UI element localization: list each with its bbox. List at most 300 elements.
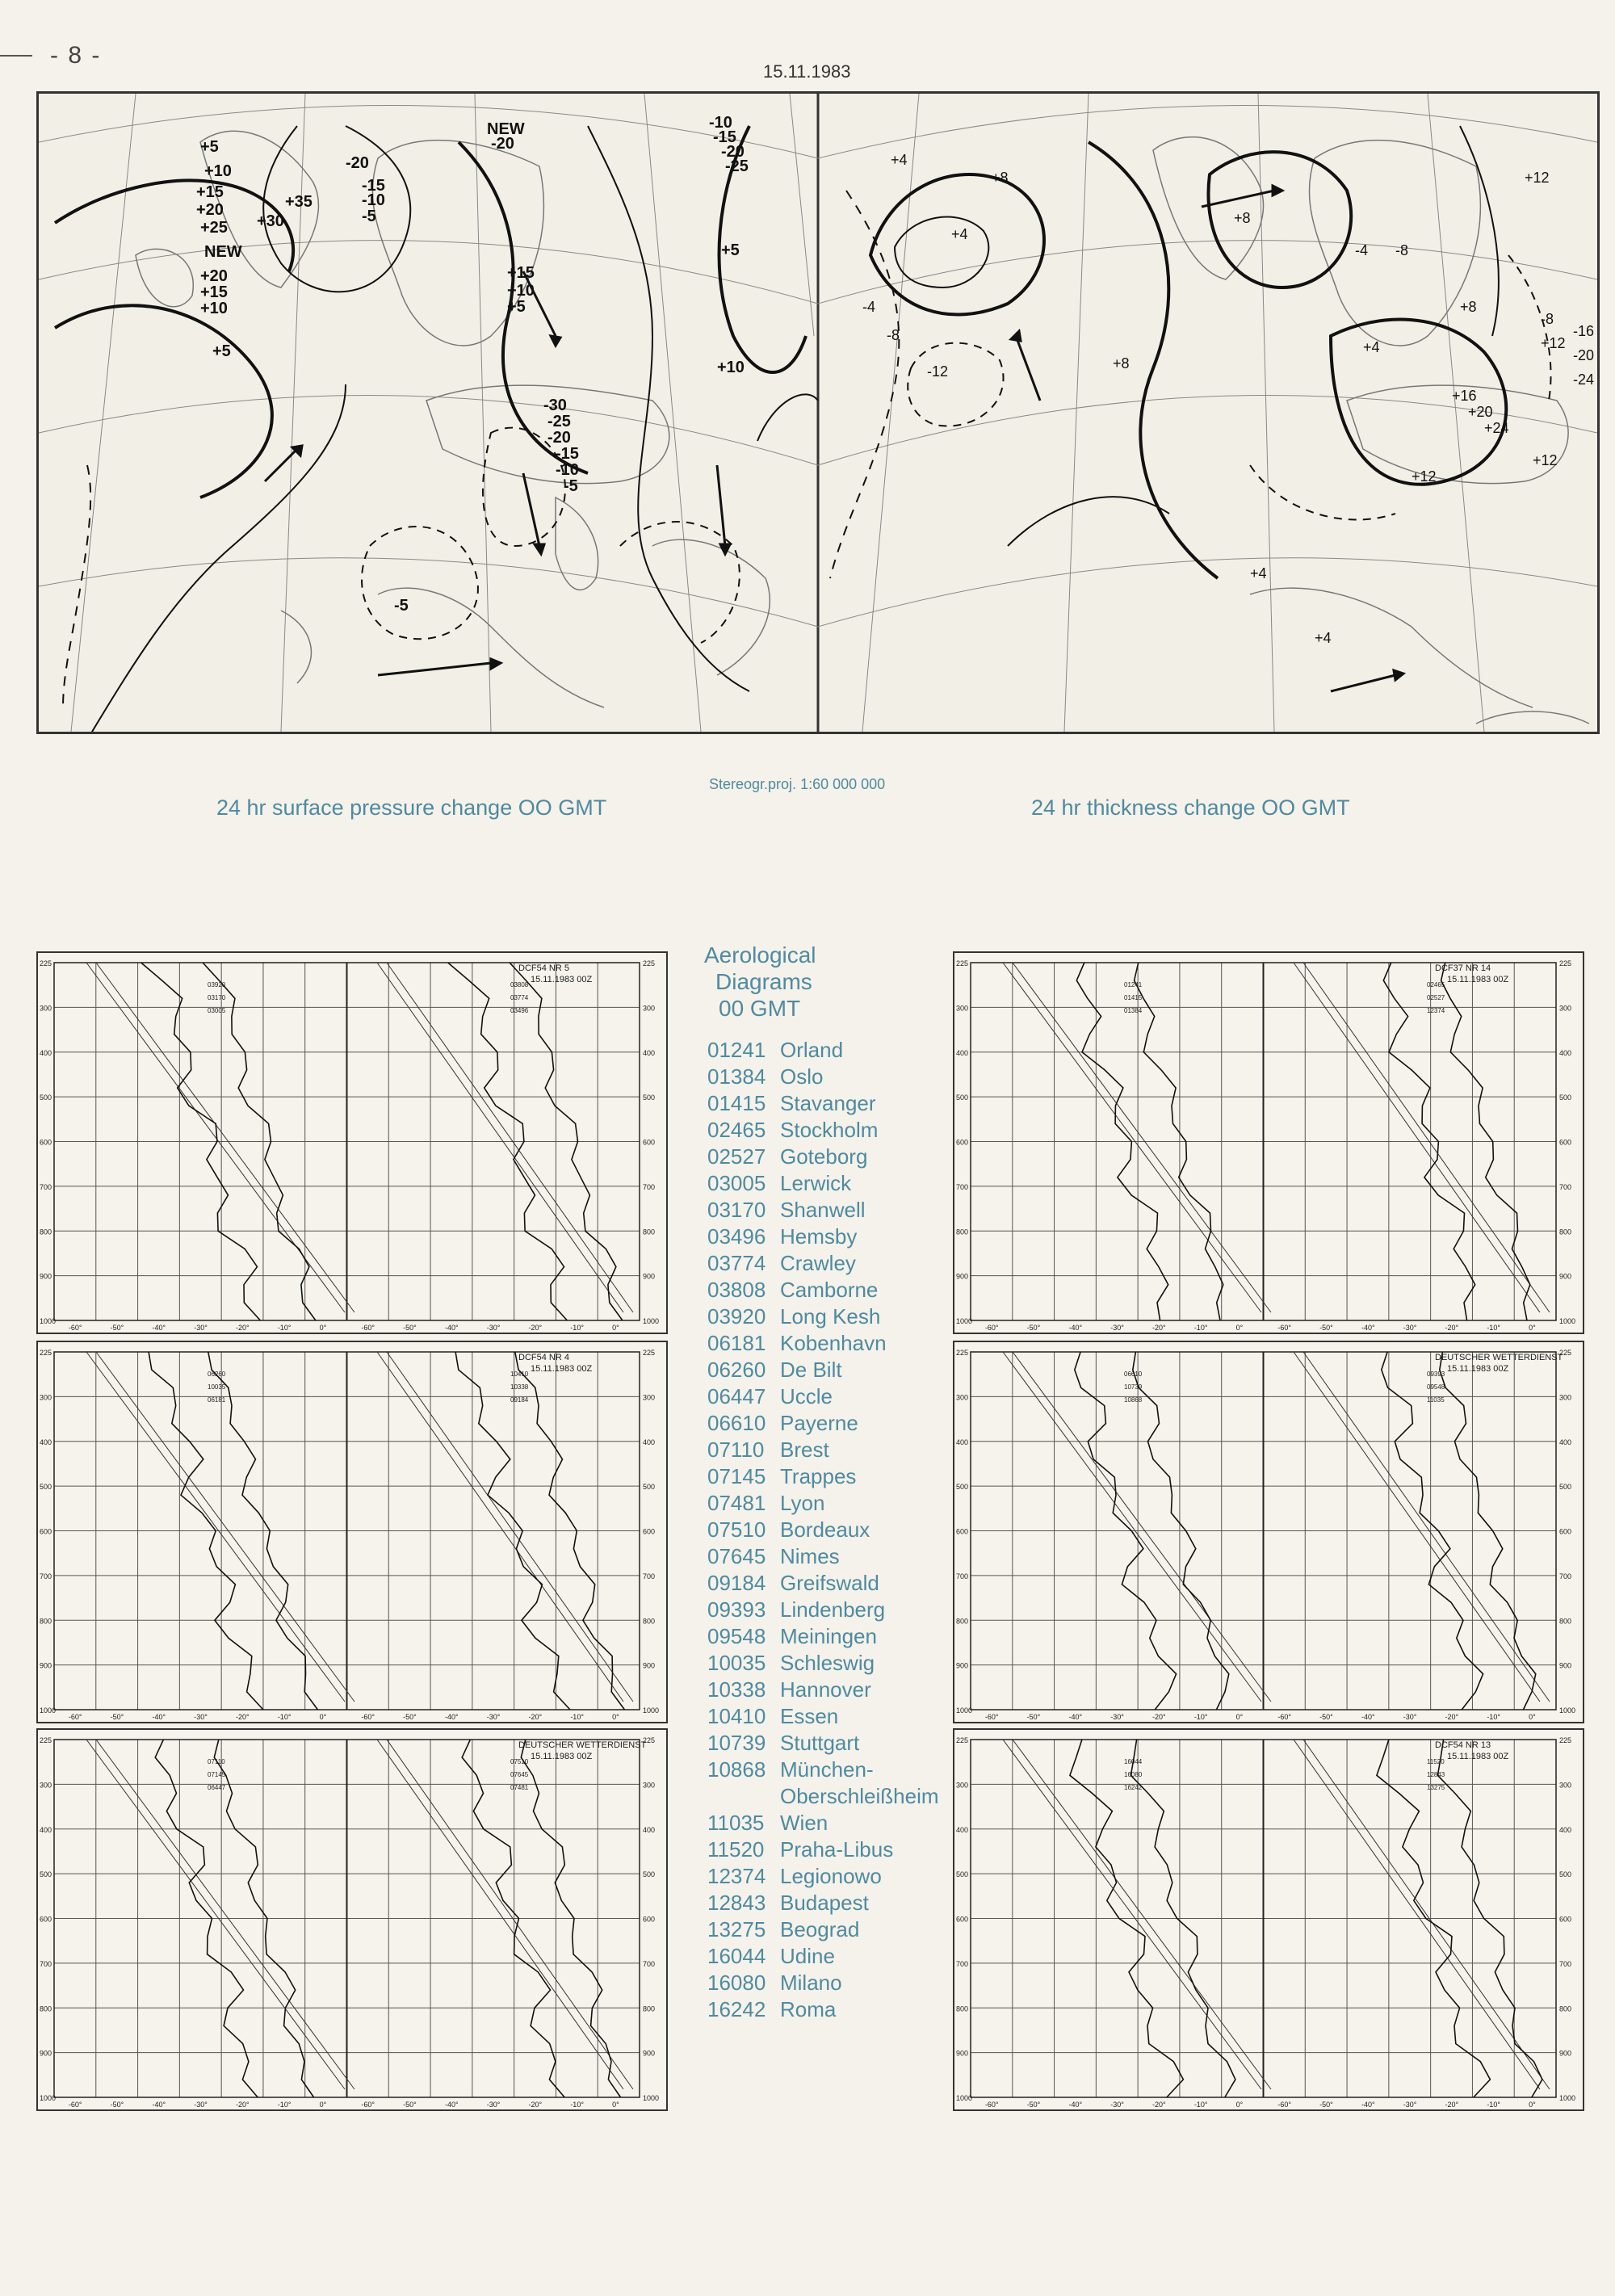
station-row (707, 1358, 950, 1384)
station-name: Wien (780, 1811, 828, 1835)
pressure-tick-label: 300 (1559, 1004, 1572, 1013)
pressure-tick-label: 400 (643, 1825, 656, 1834)
thickness-change-label: +20 (1468, 404, 1493, 420)
pressure-change-label: -30 (543, 397, 567, 414)
station-name: Lindenberg (780, 1597, 886, 1622)
station-row (707, 1891, 950, 1917)
pressure-tick-label: 800 (1559, 2004, 1572, 2013)
pressure-tick-label: 600 (40, 1915, 52, 1924)
pressure-tick-label: 700 (956, 1182, 969, 1191)
station-row (707, 1171, 950, 1198)
pressure-change-label: +15 (196, 183, 224, 201)
pressure-tick-label: 900 (643, 1661, 656, 1670)
pressure-tick-label: 800 (40, 2004, 52, 2013)
pressure-change-label: +30 (257, 212, 284, 230)
pressure-change-label: +15 (507, 264, 535, 282)
diagram-station-id: 07645 (510, 1771, 529, 1778)
station-row (707, 1064, 950, 1091)
pressure-tick-label: 900 (40, 1272, 52, 1281)
station-id: 03920 (707, 1304, 766, 1328)
pressure-change-label: +10 (717, 359, 745, 376)
station-name: Beograd (780, 1917, 860, 1941)
pressure-change-label: -10 (362, 191, 385, 209)
station-row (707, 1251, 950, 1278)
pressure-change-label: -25 (725, 157, 749, 175)
dry-adiabats (86, 963, 633, 1312)
station-row (707, 1304, 950, 1331)
left-map-isallobars (55, 126, 818, 732)
pressure-tick-label: 300 (643, 1393, 656, 1402)
temperature-tick-label: -10° (1487, 1713, 1500, 1721)
aerological-diagram-6 (953, 1728, 1584, 2111)
pressure-tick-label: 800 (956, 2004, 969, 2013)
diagram-station-id: 06610 (1124, 1370, 1143, 1378)
station-row (707, 1038, 950, 1064)
pressure-tick-label: 600 (1559, 1527, 1572, 1536)
pressure-tick-label: 300 (643, 1781, 656, 1790)
pressure-tick-label: 800 (1559, 1228, 1572, 1236)
thickness-change-label: +8 (1234, 210, 1251, 226)
pressure-change-label: -15 (713, 128, 736, 146)
diagram-station-id: 10739 (1124, 1383, 1143, 1391)
adiabat-line (86, 963, 345, 1312)
left-map-arrows (265, 271, 730, 675)
pressure-tick-label: 900 (1559, 1272, 1572, 1281)
thickness-change-label: -8 (1395, 242, 1409, 258)
pressure-tick-label: 500 (643, 1870, 656, 1879)
diagram-date: 15.11.1983 00Z (1447, 975, 1509, 984)
station-row (707, 1944, 950, 1971)
temperature-tick-label: 0° (612, 2101, 619, 2109)
temperature-tick-label: -50° (403, 1324, 417, 1332)
adiabat-line (96, 1352, 354, 1702)
temperature-tick-label: 0° (612, 1713, 619, 1721)
diagram-station-id: 09393 (1427, 1370, 1445, 1378)
dry-adiabats (1003, 1740, 1550, 2089)
station-id: 02465 (707, 1118, 766, 1142)
temperature-tick-label: -20° (1445, 1324, 1459, 1332)
station-name: Payerne (780, 1411, 858, 1435)
thickness-change-label: +12 (1533, 452, 1558, 468)
station-row (707, 1731, 950, 1757)
pressure-tick-label: 500 (643, 1483, 656, 1492)
pressure-tick-label: 500 (956, 1093, 969, 1102)
temperature-tick-label: -20° (236, 2101, 250, 2109)
temperature-tick-label: -30° (1110, 2101, 1124, 2109)
pressure-change-label: +20 (200, 267, 228, 285)
temperature-tick-label: -10° (277, 1713, 292, 1721)
temperature-tick-label: -60° (361, 2101, 375, 2109)
station-id: 06181 (707, 1331, 766, 1355)
pressure-change-label: -10 (709, 114, 732, 132)
thickness-change-label: -4 (862, 299, 876, 315)
pressure-tick-label: 700 (643, 1572, 656, 1580)
page-number: - 8 - (50, 42, 102, 69)
adiabat-line (86, 1352, 345, 1702)
adiabat-line (1303, 1740, 1550, 2089)
station-id: 07645 (707, 1544, 766, 1568)
pressure-tick-label: 225 (1559, 1736, 1572, 1744)
aerological-diagram-4 (953, 951, 1584, 1334)
station-name: Hemsby (780, 1224, 858, 1249)
station-id: 09393 (707, 1597, 766, 1622)
pressure-tick-label: 300 (40, 1781, 52, 1790)
thickness-change-label: +4 (1315, 630, 1332, 646)
diagram-date: 15.11.1983 00Z (531, 1752, 593, 1761)
adiabat-line (1003, 963, 1261, 1312)
aerological-diagram-2 (36, 1341, 668, 1723)
temperature-tick-label: 0° (319, 1324, 327, 1332)
station-id: 10338 (707, 1677, 766, 1702)
station-name: München- (780, 1757, 874, 1782)
station-name: Stavanger (780, 1091, 876, 1115)
weather-maps (39, 94, 1597, 732)
thickness-change-label: +12 (1412, 468, 1437, 485)
pressure-tick-label: 700 (643, 1182, 656, 1191)
diagram-station-id: 10338 (510, 1383, 529, 1391)
diagram-station-id: 07145 (208, 1771, 226, 1778)
temperature-tick-label: -10° (1193, 1324, 1208, 1332)
pressure-change-label: +5 (212, 342, 231, 360)
temperature-tick-label: -60° (68, 1324, 82, 1332)
temperature-tick-label: -40° (152, 1713, 166, 1721)
pressure-tick-label: 225 (643, 959, 656, 968)
station-name: Camborne (780, 1278, 879, 1302)
diagram-station-id: 11035 (1427, 1396, 1445, 1404)
temperature-tick-label: -10° (570, 1324, 584, 1332)
pressure-tick-label: 700 (40, 1182, 52, 1191)
pressure-change-label: -15 (556, 445, 579, 463)
station-name: Praha-Libus (780, 1837, 894, 1862)
pressure-tick-label: 225 (956, 1349, 969, 1357)
pressure-tick-label: 300 (1559, 1393, 1572, 1402)
pressure-change-label: -25 (547, 413, 571, 430)
station-row (707, 1198, 950, 1224)
adiabat-line (96, 963, 354, 1312)
pressure-tick-label: 225 (40, 1349, 52, 1357)
pressure-change-label: +10 (204, 162, 232, 180)
temperature-tick-label: -40° (1068, 2101, 1083, 2109)
station-name: Roma (780, 1997, 837, 2021)
pressure-tick-label: 300 (40, 1393, 52, 1402)
pressure-change-label: +10 (200, 300, 228, 317)
thickness-change-label: +24 (1484, 420, 1509, 436)
temperature-tick-label: -20° (528, 1324, 543, 1332)
adiabat-line (1294, 963, 1540, 1312)
pressure-change-label: NEW (487, 120, 525, 138)
station-name: Hannover (780, 1677, 871, 1702)
adiabat-line (1294, 1740, 1540, 2089)
temperature-tick-label: -10° (1487, 2101, 1500, 2109)
dry-adiabats (86, 1352, 633, 1702)
temperature-tick-label: -10° (1193, 1713, 1208, 1721)
pressure-tick-label: 800 (1559, 1617, 1572, 1626)
pressure-tick-label: 600 (956, 1915, 969, 1924)
thickness-change-label: +4 (1250, 565, 1267, 581)
temperature-tick-label: -60° (984, 1713, 999, 1721)
thickness-change-label: +8 (1460, 299, 1477, 315)
pressure-tick-label: 400 (956, 1438, 969, 1446)
station-row (707, 1438, 950, 1464)
station-row (707, 1118, 950, 1144)
station-id: 06260 (707, 1358, 766, 1382)
thickness-change-label: -8 (1541, 311, 1554, 327)
pressure-tick-label: 300 (956, 1004, 969, 1013)
pressure-change-label: +35 (285, 193, 313, 211)
pressure-tick-label: 700 (40, 1572, 52, 1580)
station-name: Meiningen (780, 1624, 877, 1648)
pressure-tick-label: 1000 (956, 1706, 973, 1715)
thickness-change-label: -16 (1573, 323, 1595, 339)
pressure-tick-label: 500 (40, 1483, 52, 1492)
station-row (707, 1331, 950, 1358)
diagram-station-id: 09548 (1427, 1383, 1445, 1391)
pressure-tick-label: 900 (40, 2049, 52, 2058)
thickness-change-label: -12 (927, 363, 949, 380)
temperature-tick-label: -60° (984, 2101, 999, 2109)
temperature-tick-label: -50° (1026, 1713, 1041, 1721)
pressure-tick-label: 600 (643, 1138, 656, 1147)
pressure-tick-label: 700 (956, 1959, 969, 1968)
diagram-date: 15.11.1983 00Z (1447, 1364, 1509, 1374)
top-rule (0, 55, 32, 57)
temperature-tick-label: -20° (1152, 1324, 1166, 1332)
temperature-tick-label: 0° (1529, 1713, 1536, 1721)
temperature-tick-label: -30° (194, 1324, 208, 1332)
pressure-tick-label: 600 (40, 1527, 52, 1536)
pressure-tick-label: 225 (40, 959, 52, 968)
station-row (707, 1837, 950, 1864)
diagram-station-id: 06447 (208, 1784, 226, 1791)
aerological-title-line-2: Diagrams (715, 969, 812, 994)
pressure-tick-label: 900 (40, 1661, 52, 1670)
temperature-tick-label: -40° (1068, 1324, 1083, 1332)
pressure-tick-label: 300 (1559, 1781, 1572, 1790)
diagram-station-id: 11520 (1427, 1758, 1445, 1765)
pressure-tick-label: 900 (643, 2049, 656, 2058)
temperature-tick-label: -40° (444, 1324, 459, 1332)
adiabat-line (387, 1352, 633, 1702)
pressure-change-label: -5 (394, 597, 409, 615)
pressure-tick-label: 700 (40, 1959, 52, 1968)
pressure-tick-label: 1000 (643, 2094, 660, 2102)
station-id: 01241 (707, 1038, 766, 1062)
pressure-tick-label: 300 (643, 1004, 656, 1013)
diagram-header: DEUTSCHER WETTERDIENST (1435, 1353, 1563, 1362)
diagram-station-id: 03774 (510, 994, 529, 1001)
pressure-tick-label: 400 (956, 1825, 969, 1834)
temperature-tick-label: -30° (1110, 1713, 1124, 1721)
temperature-tick-label: -50° (110, 1713, 124, 1721)
diagram-station-id: 16080 (1124, 1771, 1143, 1778)
diagram-station-id: 06260 (208, 1370, 226, 1378)
station-row (707, 1677, 950, 1704)
temperature-tick-label: -40° (1068, 1713, 1083, 1721)
diagram-station-id: 12843 (1427, 1771, 1445, 1778)
station-row (707, 1144, 950, 1171)
pressure-tick-label: 400 (40, 1048, 52, 1057)
thickness-change-label: +16 (1452, 388, 1477, 404)
temperature-tick-label: -30° (486, 1713, 501, 1721)
station-name: Stockholm (780, 1118, 879, 1142)
left-map-graticule (39, 94, 818, 732)
pressure-change-label: +5 (507, 298, 526, 316)
station-name: Kobenhavn (780, 1331, 887, 1355)
diagram-station-id: 01241 (1124, 981, 1143, 988)
pressure-tick-label: 800 (40, 1617, 52, 1626)
temperature-tick-label: -30° (1403, 2101, 1417, 2109)
adiabat-line (377, 1740, 623, 2089)
pressure-tick-label: 500 (40, 1093, 52, 1102)
diagram-station-id: 06181 (208, 1396, 226, 1404)
pressure-tick-label: 300 (956, 1781, 969, 1790)
station-name: Lyon (780, 1491, 825, 1515)
adiabat-line (1003, 1740, 1261, 2089)
temperature-tick-label: -40° (152, 2101, 166, 2109)
diagram-station-id: 09184 (510, 1396, 529, 1404)
station-name: Goteborg (780, 1144, 868, 1169)
diagram-station-id: 13275 (1427, 1784, 1445, 1791)
pressure-tick-label: 500 (956, 1483, 969, 1492)
station-row (707, 1224, 950, 1251)
diagram-station-id: 02465 (1427, 981, 1445, 988)
diagram-date: 15.11.1983 00Z (531, 1364, 593, 1374)
station-id: 07110 (707, 1438, 765, 1462)
pressure-change-label: -10 (556, 461, 579, 479)
station-row (707, 1517, 950, 1544)
station-name: Orland (780, 1038, 844, 1062)
pressure-change-label: -15 (362, 177, 385, 195)
station-name: Milano (780, 1971, 842, 1995)
aerological-diagram-3 (36, 1728, 668, 2111)
temperature-tick-label: -60° (68, 2101, 82, 2109)
station-id: 12374 (707, 1864, 766, 1888)
left-map-labels (196, 114, 749, 615)
temperature-tick-label: -20° (528, 2101, 543, 2109)
adiabat-line (1013, 963, 1271, 1312)
projection-note: Stereogr.proj. 1:60 000 000 (709, 776, 886, 792)
temperature-tick-label: -20° (1152, 1713, 1166, 1721)
station-id: 01384 (707, 1064, 766, 1089)
adiabat-line (96, 1740, 354, 2089)
pressure-tick-label: 700 (643, 1959, 656, 1968)
pressure-tick-label: 700 (956, 1572, 969, 1580)
pressure-tick-label: 400 (40, 1825, 52, 1834)
pressure-tick-label: 1000 (643, 1706, 660, 1715)
pressure-tick-label: 225 (1559, 1349, 1572, 1357)
pressure-tick-label: 400 (1559, 1825, 1572, 1834)
pressure-tick-label: 400 (1559, 1048, 1572, 1057)
station-id: 07510 (707, 1517, 766, 1542)
diagram-station-id: 10035 (208, 1383, 226, 1391)
pressure-tick-label: 800 (643, 1228, 656, 1236)
temperature-tick-label: -30° (1403, 1324, 1417, 1332)
diagram-station-id: 03496 (510, 1007, 529, 1014)
diagram-station-id: 16242 (1124, 1784, 1143, 1791)
pressure-tick-label: 400 (40, 1438, 52, 1446)
pressure-change-label: -5 (362, 208, 376, 225)
pressure-tick-label: 600 (1559, 1915, 1572, 1924)
station-id: 12843 (707, 1891, 766, 1915)
diagram-date: 15.11.1983 00Z (531, 975, 593, 984)
pressure-tick-label: 225 (40, 1736, 52, 1744)
station-id: 13275 (707, 1917, 766, 1941)
diagram-station-id: 03005 (208, 1007, 226, 1014)
pressure-tick-label: 1000 (40, 1706, 57, 1715)
temperature-tick-label: -40° (152, 1324, 166, 1332)
station-id: 03496 (707, 1224, 766, 1249)
station-id: 16044 (707, 1944, 766, 1968)
station-id: 09184 (707, 1571, 766, 1595)
left-map-coastlines (136, 131, 770, 707)
temperature-tick-label: -10° (1487, 1324, 1500, 1332)
aerological-title (704, 942, 816, 1022)
temperature-tick-label: -60° (361, 1324, 375, 1332)
temperature-tick-label: -50° (1319, 2101, 1333, 2109)
thickness-change-label: -24 (1573, 371, 1595, 388)
thickness-change-label: +4 (951, 226, 968, 242)
station-list (707, 1038, 950, 2024)
thickness-change-label: -4 (1355, 242, 1369, 258)
temperature-tick-label: -60° (68, 1713, 82, 1721)
temperature-tick-label: 0° (1235, 1324, 1244, 1332)
pressure-change-label: +15 (200, 283, 228, 301)
thickness-change-label: +12 (1525, 170, 1550, 186)
pressure-change-label: NEW (204, 243, 242, 261)
temperature-tick-label: -10° (277, 1324, 292, 1332)
aerological-title-line-1: Aerological (704, 942, 816, 968)
temperature-tick-label: -20° (528, 1713, 543, 1721)
pressure-tick-label: 1000 (40, 2094, 57, 2102)
temperature-tick-label: -60° (1277, 1324, 1292, 1332)
pressure-tick-label: 500 (643, 1093, 656, 1102)
pressure-change-label: -20 (721, 143, 745, 161)
diagram-date: 15.11.1983 00Z (1447, 1752, 1509, 1761)
diagram-station-id: 16044 (1124, 1758, 1143, 1765)
station-name: Crawley (780, 1251, 856, 1275)
temperature-tick-label: -50° (1319, 1324, 1333, 1332)
pressure-tick-label: 900 (956, 1661, 969, 1670)
pressure-tick-label: 1000 (1559, 2094, 1576, 2102)
dry-adiabats (1003, 1352, 1550, 1702)
pressure-tick-label: 600 (40, 1138, 52, 1147)
temperature-tick-label: -50° (403, 1713, 417, 1721)
pressure-tick-label: 700 (1559, 1572, 1572, 1580)
station-id: 02527 (707, 1144, 766, 1169)
station-name: Bordeaux (780, 1517, 870, 1542)
pressure-change-label: -5 (564, 477, 578, 495)
pressure-tick-label: 1000 (956, 2094, 973, 2102)
temperature-tick-label: 0° (319, 2101, 327, 2109)
diagram-station-id: 12374 (1427, 1007, 1445, 1014)
thickness-change-label: +12 (1541, 335, 1566, 351)
station-row (707, 1491, 950, 1517)
station-name: Trappes (780, 1464, 857, 1488)
diagram-header: DEUTSCHER WETTERDIENST (518, 1740, 647, 1750)
diagram-station-id: 03808 (510, 981, 529, 988)
temperature-tick-label: -20° (1445, 1713, 1459, 1721)
station-id: 07145 (707, 1464, 766, 1488)
diagram-header: DCF54 NR 5 (518, 963, 569, 973)
station-row (707, 1464, 950, 1491)
temperature-tick-label: 0° (1529, 2101, 1536, 2109)
temperature-tick-label: -60° (1277, 2101, 1292, 2109)
temperature-tick-label: -50° (403, 2101, 417, 2109)
pressure-tick-label: 800 (643, 1617, 656, 1626)
station-row (707, 1624, 950, 1651)
station-name: Shanwell (780, 1198, 866, 1222)
temperature-tick-label: -60° (984, 1324, 999, 1332)
